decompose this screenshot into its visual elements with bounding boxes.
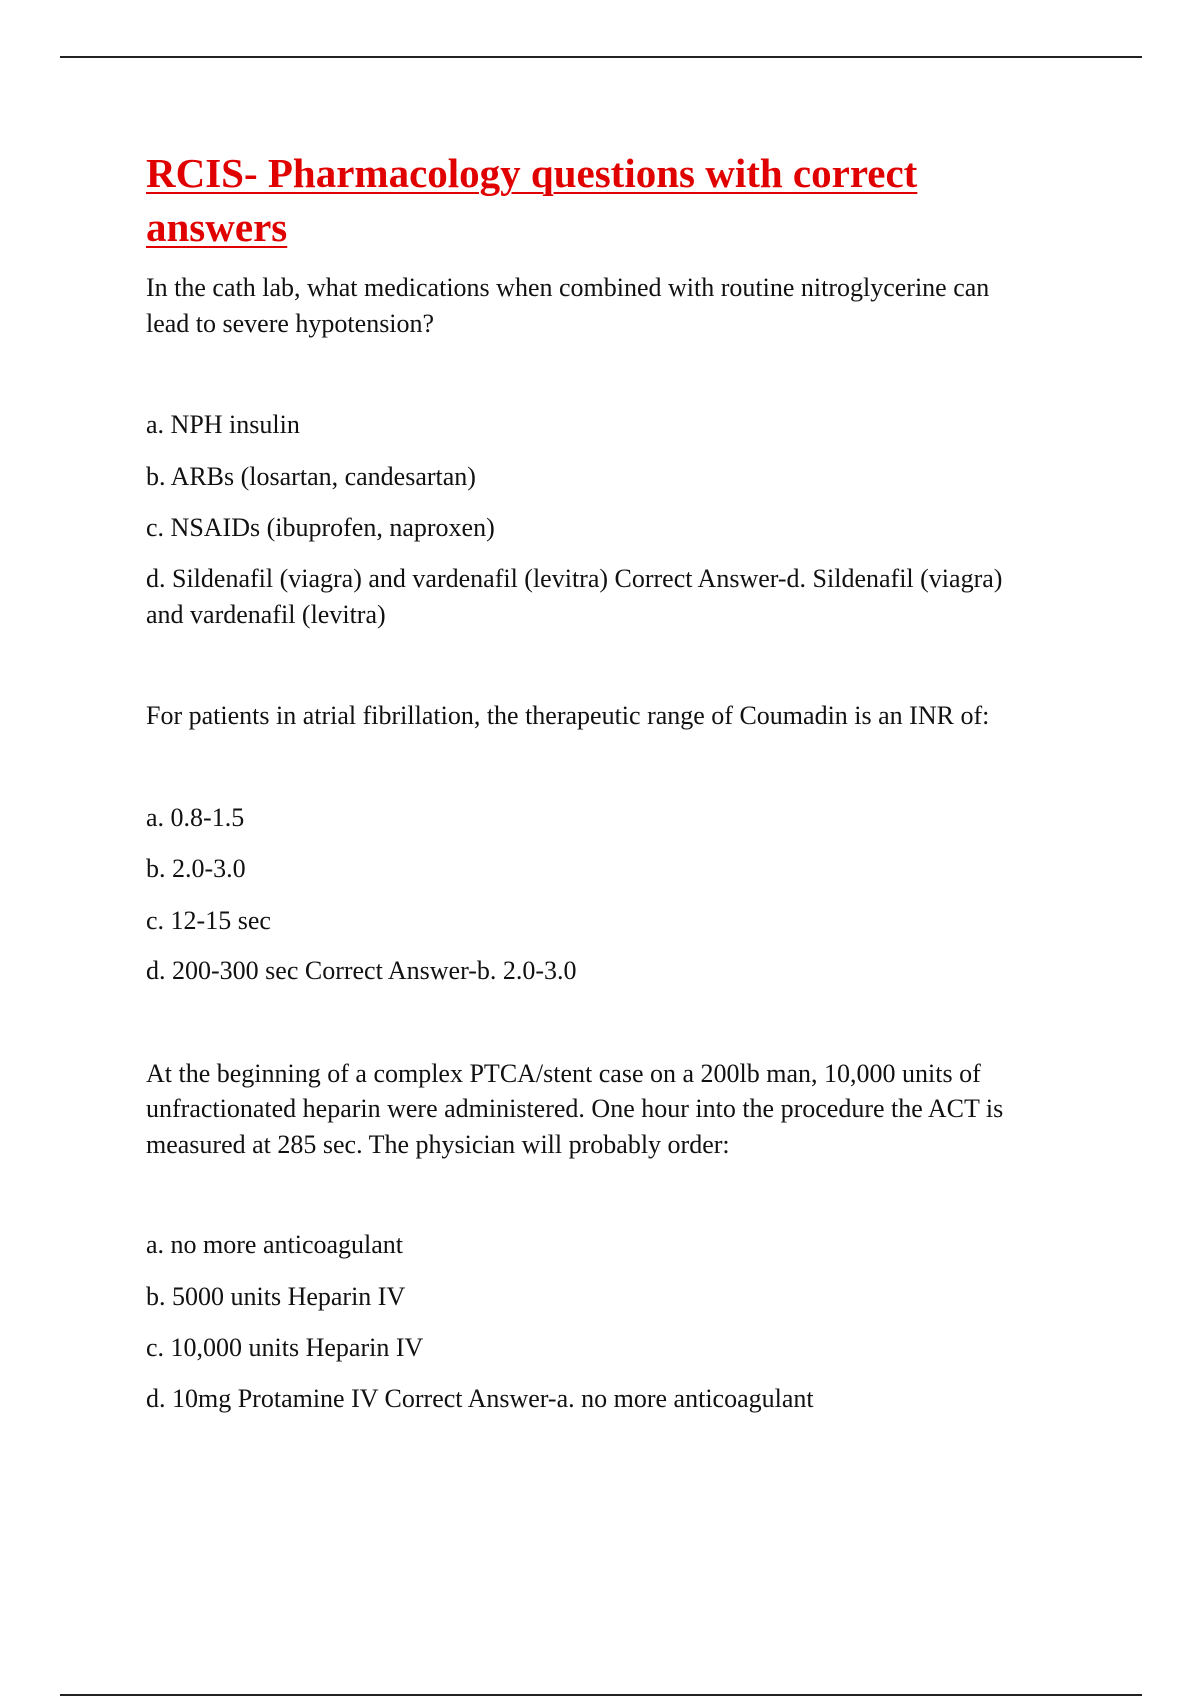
question-2-option-b: b. 2.0-3.0	[146, 854, 246, 883]
question-1-option-a: a. NPH insulin	[146, 410, 300, 439]
question-3-text: unfractionated heparin were administered. One hour into the procedure the ACT is	[146, 1094, 1004, 1123]
question-2-option-c: c. 12-15 sec	[146, 906, 271, 935]
question-3-option-d: d. 10mg Protamine IV Correct Answer-a. no more anticoagulant	[146, 1384, 814, 1413]
question-1-option-b: b. ARBs (losartan, candesartan)	[146, 462, 476, 491]
question-3-text: measured at 285 sec. The physician will probably order:	[146, 1130, 730, 1159]
question-2-text: For patients in atrial fibrillation, the therapeutic range of Coumadin is an INR of:	[146, 701, 990, 730]
question-3-option-b: b. 5000 units Heparin IV	[146, 1282, 406, 1311]
question-1-text: In the cath lab, what medications when combined with routine nitroglycerine can	[146, 273, 990, 302]
document-title-line-1: RCIS- Pharmacology questions with correct	[146, 150, 918, 196]
header-rule	[60, 56, 1142, 58]
question-1-text: lead to severe hypotension?	[146, 309, 435, 338]
question-2-option-a: a. 0.8-1.5	[146, 803, 245, 832]
question-1-option-d: d. Sildenafil (viagra) and vardenafil (levitra) Correct Answer-d. Sildenafil (viagra)	[146, 564, 1003, 593]
document-title-line-2: answers	[146, 204, 288, 250]
question-3-text: At the beginning of a complex PTCA/stent case on a 200lb man, 10,000 units of	[146, 1059, 981, 1088]
question-1-option-c: c. NSAIDs (ibuprofen, naproxen)	[146, 513, 495, 542]
question-3-option-c: c. 10,000 units Heparin IV	[146, 1333, 424, 1362]
question-3-option-a: a. no more anticoagulant	[146, 1230, 404, 1259]
question-1-option-d-cont: and vardenafil (levitra)	[146, 600, 386, 629]
question-2-option-d: d. 200-300 sec Correct Answer-b. 2.0-3.0	[146, 956, 577, 985]
footer-rule	[60, 1694, 1142, 1696]
